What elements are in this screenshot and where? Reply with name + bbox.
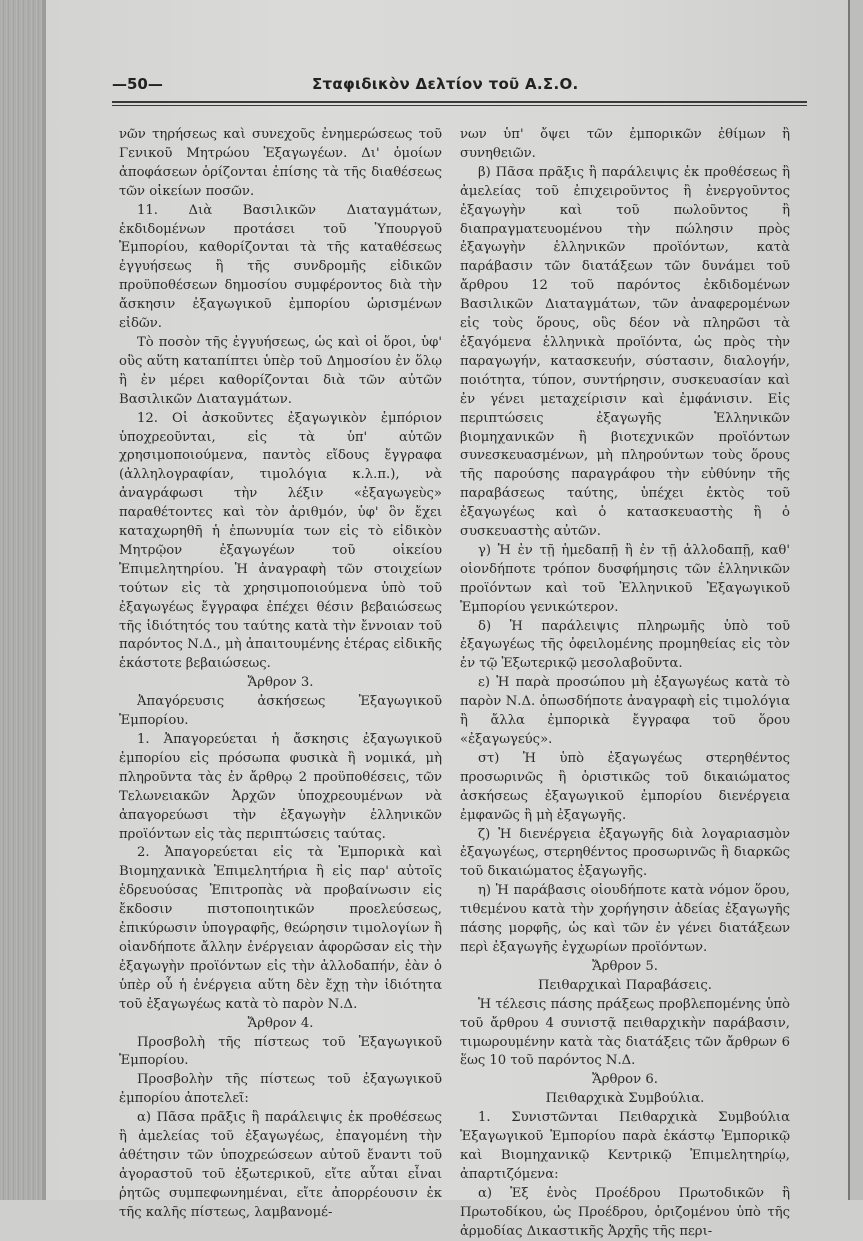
paragraph: ζ) Ἡ διενέργεια ἐξαγωγῆς διὰ λογαριασμὸν ἐξαγωγέως, στερηθέντος προσωρινῶς ἢ διαρκῶς τοῦ δικαιώματος ἐξαγωγῆς. — [460, 826, 790, 880]
paragraph: Προσβολὴν τῆς πίστεως τοῦ ἐξαγωγικοῦ ἐμπορίου ἀποτελεῖ: — [119, 1072, 442, 1107]
page-number: —50— — [112, 75, 163, 93]
article-heading: Πειθαρχικὰ Συμβούλια. — [545, 1091, 705, 1107]
paragraph: στ) Ἡ ὑπὸ ἐξαγωγέως στερηθέντος προσωρινῶς ἢ ὁριστικῶς τοῦ δικαιώματος ἀσκήσεως ἐξαγωγικοῦ ἐμπορίου διενέργεια ἐμφανῶς ἢ μὴ ἐξαγωγῆς. — [460, 750, 790, 823]
page-stack-edge — [0, 0, 42, 1200]
paragraph: 11. Διὰ Βασιλικῶν Διαταγμάτων, ἐκδιδομένων προτάσει τοῦ Ὑπουργοῦ Ἐμπορίου, καθορίζονται τὰ τῆς καταθέσεως ἐγγυήσεως ἢ τῆς συνδρομῆς εἰδικῶν προϋποθέσεων δημοσίου συμφέροντος διὰ τὴν ἄσκησιν ἐξαγωγικοῦ ἐμπορίου ὡρισμένων εἰδῶν. — [119, 202, 442, 332]
right-binding-edge — [848, 0, 863, 1200]
header-rule-top — [112, 101, 807, 103]
paragraph-continuation: νων ὑπ' ὄψει τῶν ἐμπορικῶν ἐθίμων ἢ συνηθειῶν. — [460, 127, 790, 161]
page-header — [112, 75, 807, 97]
paragraph: δ) Ἡ παράλειψις πληρωμῆς ὑπὸ τοῦ ἐξαγωγέως τῆς ὀφειλομένης προμηθείας εἰς τὸν ἐν τῷ Ἐξωτερικῷ μεσολαβοῦντα. — [460, 618, 790, 672]
right-column — [460, 126, 790, 1241]
paragraph: Ἀπαγόρευσις ἀσκήσεως Ἐξαγωγικοῦ Ἐμπορίου. — [119, 694, 442, 729]
paragraph: γ) Ἡ ἐν τῇ ἡμεδαπῇ ἢ ἐν τῇ ἀλλοδαπῇ, καθ' οἱονδήποτε τρόπον δυσφήμησις τῶν ἑλληνικῶν προϊόντων καὶ τοῦ Ἑλληνικοῦ Ἐξαγωγικοῦ Ἐμπορίου γενικώτερον. — [460, 542, 790, 615]
paragraph: 2. Ἀπαγορεύεται εἰς τὰ Ἐμπορικὰ καὶ Βιομηχανικὰ Ἐπιμελητήρια ἢ εἰς παρ' αὐτοῖς ἑδρευούσας Ἐπιτροπὰς νὰ προβαίνωσιν εἰς ἔκδοσιν πιστοποιητικῶν προελεύσεως, ἐπικύρωσιν ὑπογραφῆς, θεώρησιν τιμολογίων ἢ οἱανδήποτε ἄλλην ἐνέργειαν ἀφορῶσαν εἰς τὴν ἐξαγωγὴν προϊόντων εἰς τὴν ἀλλοδαπήν, ἐὰν ὁ ὑπὲρ οὗ ἡ ἐνέργεια αὕτη δὲν ἔχῃ τὴν ἰδιότητα τοῦ ἐξαγωγέως κατὰ τὸ παρὸν Ν.Δ. — [119, 845, 442, 1012]
article-heading: Ἄρθρον 4. — [247, 1015, 314, 1031]
paragraph: 1. Συνιστῶνται Πειθαρχικὰ Συμβούλια Ἐξαγωγικοῦ Ἐμπορίου παρὰ ἑκάστῳ Ἐμπορικῷ καὶ Βιομηχανικῷ Κεντρικῷ Ἐπιμελητηρίῳ, ἀπαρτιζόμενα: — [460, 1110, 790, 1182]
paragraph: Τὸ ποσὸν τῆς ἐγγυήσεως, ὡς καὶ οἱ ὅροι, ὑφ' οὓς αὕτη καταπίπτει ὑπὲρ τοῦ Δημοσίου ἐν ὅλῳ ἢ ἐν μέρει καθορίζονται διὰ τῶν αὐτῶν Βασιλικῶν Διαταγμάτων. — [119, 334, 442, 407]
article-heading: Πειθαρχικαὶ Παραβάσεις. — [538, 977, 712, 993]
article-heading: Ἄρθρον 3. — [247, 675, 314, 691]
paragraph: ε) Ἡ παρὰ προσώπου μὴ ἐξαγωγέως κατὰ τὸ παρὸν Ν.Δ. ὁπωσδήποτε ἀναγραφὴ εἰς τιμολόγια ἢ ἄλλα ἐμπορικὰ ἔγγραφα τοῦ ὅρου «ἐξαγωγεύς». — [460, 675, 790, 747]
paragraph-continuation: νῶν τηρήσεως καὶ συνεχοῦς ἐνημερώσεως τοῦ Γενικοῦ Μητρώου Ἐξαγωγέων. Δι' ὁμοίων ἀποφάσεων ὁρίζονται ἐπίσης τὰ τῆς διαθέσεως τῶν οἰκείων ποσῶν. — [119, 127, 442, 199]
header-rule-bottom — [112, 105, 807, 106]
paragraph: η) Ἡ παράβασις οἱουδήποτε κατὰ νόμον ὅρου, τιθεμένου κατὰ τὴν χορήγησιν ἀδείας ἐξαγωγῆς πάσης μορφῆς, ὡς καὶ τῶν ἐν γένει διατάξεων περὶ ἐξαγωγῆς ἐγχωρίων προϊόντων. — [460, 883, 790, 955]
paragraph: 12. Οἱ ἀσκοῦντες ἐξαγωγικὸν ἐμπόριον ὑποχρεοῦνται, εἰς τὰ ὑπ' αὐτῶν χρησιμοποιούμενα, παντὸς εἴδους ἔγγραφα (ἀλληλογραφίαν, τιμολόγια κ.λ.π.), νὰ ἀναγράφωσι τὴν λέξιν «ἐξαγωγεὺς» παραθέτοντες καὶ τὸν ἀριθμόν, ὑφ' ὃν ἔχει καταχωρηθῆ ἡ ἐπωνυμία των εἰς τὸ εἰδικὸν Μητρῷον ἐξαγωγέων τοῦ οἰκείου Ἐπιμελητηρίου. Ἡ ἀναγραφὴ τῶν στοιχείων τούτων εἰς τὰ χρησιμοποιούμενα ὑπὸ τοῦ ἐξαγωγέως ἔγγραφα ἐπέχει θέσιν βεβαιώσεως τῆς ἰδιότητός του ταύτης κατὰ τὴν ἔννοιαν τοῦ παρόντος Ν.Δ., μὴ ἀπαιτουμένης ἑτέρας εἰδικῆς ἑκάστοτε βεβαιώσεως. — [119, 410, 442, 672]
paragraph: 1. Ἀπαγορεύεται ἡ ἄσκησις ἐξαγωγικοῦ ἐμπορίου εἰς πρόσωπα φυσικὰ ἢ νομικά, μὴ πληροῦντα τὰς ἐν ἄρθρῳ 2 προϋποθέσεις, τῶν Τελωνειακῶν Ἀρχῶν ὑποχρεουμένων νὰ ἀπαγορεύωσι τὴν ἐξαγωγὴν ἑλληνικῶν προϊόντων εἰς τὰς περιπτώσεις ταύτας. — [119, 732, 442, 842]
paragraph: α) Πᾶσα πρᾶξις ἢ παράλειψις ἐκ προθέσεως ἢ ἀμελείας τοῦ ἐξαγωγέως, ἐπαγομένη τὴν ἀθέτησιν τῶν ὑποχρεώσεων αὐτοῦ ἔναντι τοῦ ἀγοραστοῦ τοῦ ἐξωτερικοῦ, εἴτε αὗται εἶναι ῥητῶς συμπεφωνημέναι, εἴτε ἀπορρέουσιν ἐκ τῆς καλῆς πίστεως, λαμβανομέ- — [119, 1110, 442, 1220]
paragraph: Ἡ τέλεσις πάσης πράξεως προβλεπομένης ὑπὸ τοῦ ἄρθρου 4 συνιστᾷ πειθαρχικὴν παράβασιν, τιμωρουμένην κατὰ τὰς διατάξεις τῶν ἄρθρων 6 ἕως 10 τοῦ παρόντος Ν.Δ. — [460, 996, 790, 1069]
running-title: Σταφιδικὸν Δελτίον τοῦ Α.Σ.Ο. — [312, 75, 579, 93]
paragraph: α) Ἐξ ἑνὸς Προέδρου Πρωτοδικῶν ἢ Πρωτοδίκου, ὡς Προέδρου, ὁριζομένου ὑπὸ τῆς ἁρμοδίας Δικαστικῆς Ἀρχῆς τῆς περι- — [460, 1185, 790, 1239]
article-heading: Ἄρθρον 6. — [592, 1072, 658, 1088]
paragraph: β) Πᾶσα πρᾶξις ἢ παράλειψις ἐκ προθέσεως ἢ ἀμελείας τοῦ ἐπιχειροῦντος ἢ ἐνεργοῦντος ἐξαγωγὴν καὶ τοῦ πωλοῦντος ἢ διαπραγματευομένου τὴν πώλησιν πρὸς ἐξαγωγὴν ἑλληνικῶν προϊόντων, κατὰ παράβασιν τῶν διατάξεων τῶν δυνάμει τοῦ ἄρθρου 12 τοῦ παρόντος ἐκδιδομένων Βασιλικῶν Διαταγμάτων, τῶν ἀναφερομένων εἰς τοὺς ὅρους, οὓς δέον νὰ πληρῶσι τὰ ἐξαγόμενα ἑλληνικὰ προϊόντα, ὡς πρὸς τὴν παραγωγήν, κατασκευήν, σύστασιν, διαλογήν, ποιότητα, τύπον, συντήρησιν, συσκευασίαν καὶ ἐν γένει μεταχείρισιν καὶ ἐμφάνισιν. Εἰς περιπτώσεις ἐξαγωγῆς Ἑλληνικῶν βιομηχανικῶν ἢ βιοτεχνικῶν προϊόντων συνεσκευασμένων, μὴ πληρούντων τοὺς ὅρους τῆς παρούσης παραγράφου τὴν εὐθύνην τῆς παραβάσεως ταύτης, ὑπέχει ἐκτὸς τοῦ ἐξαγωγέως καὶ ὁ κατασκευαστὴς ἢ ὁ συσκευαστὴς αὐτῶν. — [460, 164, 790, 540]
left-column — [119, 126, 442, 1223]
article-heading: Ἄρθρον 5. — [592, 958, 658, 974]
paragraph: Προσβολὴ τῆς πίστεως τοῦ Ἐξαγωγικοῦ Ἐμπορίου. — [119, 1034, 442, 1069]
